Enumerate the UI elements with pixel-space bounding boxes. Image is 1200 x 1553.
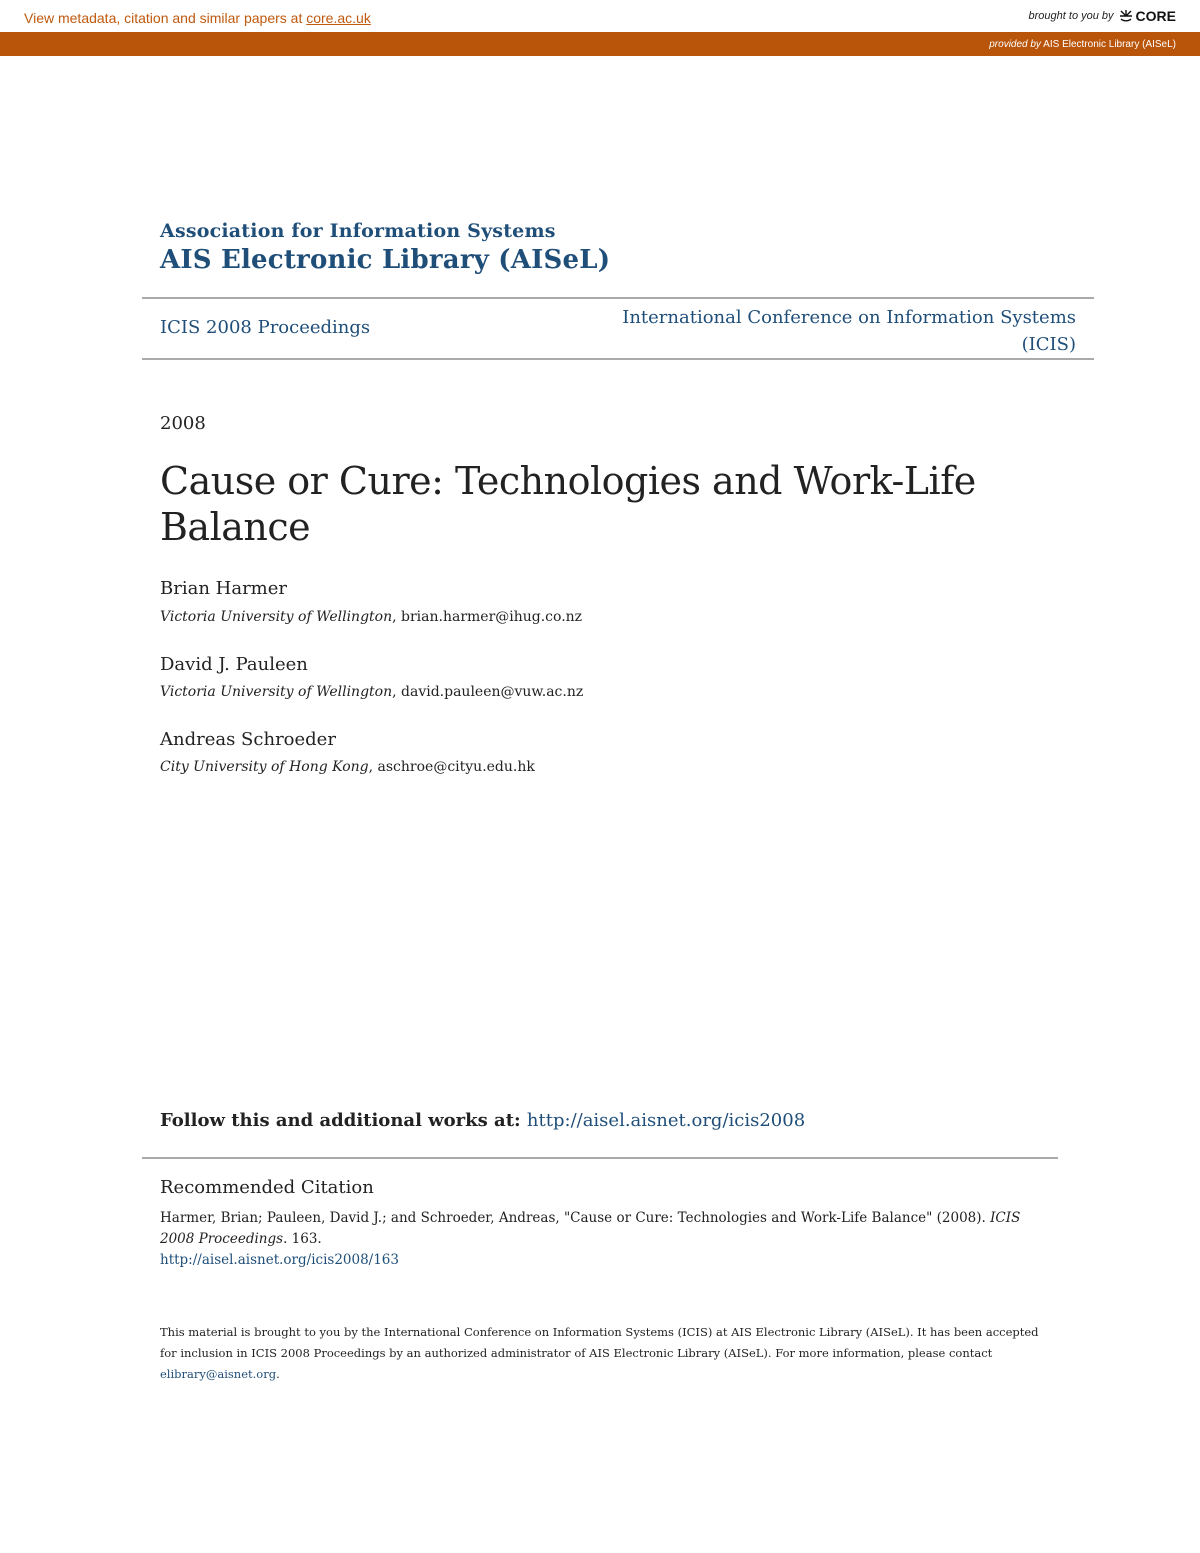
footer-text: This material is brought to you by the International Conference on Information Systems (ICIS) at AIS Electronic Library (AISeL). It has been accepted for inclusion in ICIS 2008 Proceedings by an authorized administrator of AIS Electronic Library (AISeL). For more information, please contact [160,1325,1039,1360]
brought-to-you-text: brought to you by [1028,10,1114,22]
organization-header [160,220,610,275]
library-name[interactable]: AIS Electronic Library (AISeL) [160,245,611,275]
author-institution: City University of Hong Kong [160,759,369,775]
provided-by-source: AIS Electronic Library (AISeL) [1043,39,1176,50]
publication-year: 2008 [160,413,206,434]
author-name: Andreas Schroeder [160,729,336,750]
footer-end: . [276,1367,280,1381]
author-institution: Victoria University of Wellington [160,609,393,625]
paper-title: Cause or Cure: Technologies and Work-Life Balance [160,459,976,549]
proceedings-link[interactable]: ICIS 2008 Proceedings [160,317,371,338]
author-affiliation [160,609,582,625]
citation-url-link[interactable]: http://aisel.aisnet.org/icis2008/163 [160,1252,399,1268]
follow-url-link[interactable]: http://aisel.aisnet.org/icis2008 [526,1110,806,1131]
core-top-banner [0,0,1200,32]
author-name: David J. Pauleen [160,654,308,675]
author-name: Brian Harmer [160,578,287,599]
citation-text: Harmer, Brian; Pauleen, David J.; and Schroeder, Andreas, "Cause or Cure: Technologies and Work-Life Balance" (2008). [160,1210,991,1226]
conference-link[interactable] [616,304,1076,358]
author-email: , brian.harmer@ihug.co.nz [392,609,583,625]
provided-by-line [989,39,1176,50]
citation-body [160,1208,1040,1271]
author-email: , david.pauleen@vuw.ac.nz [392,684,584,700]
author-affiliation [160,759,535,775]
core-logo-icon [1118,8,1134,24]
core-logo[interactable] [1118,8,1176,24]
core-provided-bar [0,32,1200,56]
conference-line-1: International Conference on Information Systems [622,307,1076,328]
provided-by-prefix: provided by [989,39,1041,50]
footer-notice [160,1322,1040,1385]
core-brought-by [1029,8,1176,24]
author-institution: Victoria University of Wellington [160,684,393,700]
author-affiliation [160,684,583,700]
footer-email-link[interactable]: elibrary@aisnet.org [160,1367,277,1381]
core-metadata-link[interactable]: core.ac.uk [306,10,371,26]
follow-label: Follow this and additional works at: [160,1110,527,1131]
author-email: , aschroe@cityu.edu.hk [368,759,535,775]
citation-suffix: . 163. [283,1231,322,1247]
divider-top [142,297,1094,299]
follow-line [160,1110,805,1131]
conference-line-2: (ICIS) [1021,334,1076,355]
core-metadata-text: View metadata, citation and similar papers at [24,10,307,26]
core-metadata-line [24,10,371,26]
core-logo-text: CORE [1135,8,1176,24]
divider-bottom [142,358,1094,360]
citation-journal: ICIS 2008 Proceedings [160,1210,1021,1247]
divider-citation [142,1157,1058,1159]
association-name[interactable]: Association for Information Systems [160,220,556,242]
recommended-citation-heading: Recommended Citation [160,1177,374,1198]
